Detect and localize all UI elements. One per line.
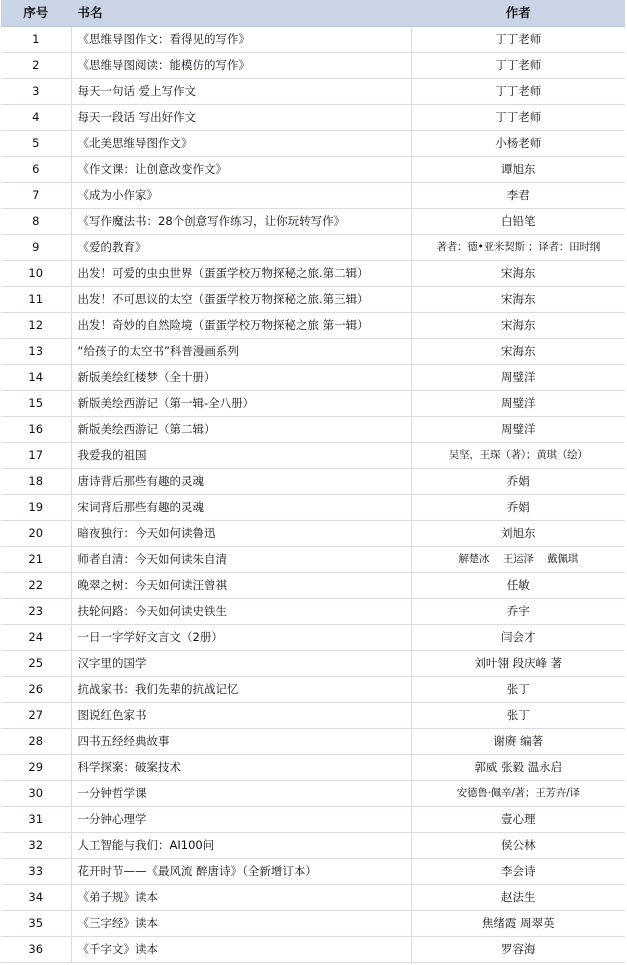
book-title: 科学探案：破案技术 <box>71 755 411 781</box>
book-title: 《弟子规》读本 <box>71 885 411 911</box>
table-row <box>1 885 625 911</box>
row-number: 15 <box>1 391 71 417</box>
book-author: 宋海东 <box>411 339 625 365</box>
table-row <box>1 651 625 677</box>
table-row <box>1 703 625 729</box>
table-row <box>1 209 625 235</box>
table-header <box>1 0 625 27</box>
book-title: 晚翠之树：今天如何读汪曾祺 <box>71 573 411 599</box>
row-number: 18 <box>1 469 71 495</box>
book-title: 《思维导图阅读：能模仿的写作》 <box>71 53 411 79</box>
row-number: 32 <box>1 833 71 859</box>
row-number: 27 <box>1 703 71 729</box>
book-author: 张丁 <box>411 703 625 729</box>
row-number: 25 <box>1 651 71 677</box>
book-title: 《写作魔法书：28个创意写作练习，让你玩转写作》 <box>71 209 411 235</box>
row-number: 34 <box>1 885 71 911</box>
book-title: 师者自清：今天如何读朱自清 <box>71 547 411 573</box>
row-number: 36 <box>1 937 71 963</box>
table-row <box>1 729 625 755</box>
row-number: 2 <box>1 53 71 79</box>
row-number: 5 <box>1 131 71 157</box>
row-number: 24 <box>1 625 71 651</box>
table-row <box>1 599 625 625</box>
book-author: 焦绪霞 周翠英 <box>411 911 625 937</box>
table-row <box>1 261 625 287</box>
table-row <box>1 495 625 521</box>
row-number: 30 <box>1 781 71 807</box>
row-number: 1 <box>1 27 71 53</box>
book-author: 张丁 <box>411 677 625 703</box>
table-row <box>1 339 625 365</box>
book-author: 周璧洋 <box>411 417 625 443</box>
row-number: 11 <box>1 287 71 313</box>
row-number: 21 <box>1 547 71 573</box>
book-title: 新版美绘西游记（第二辑） <box>71 417 411 443</box>
table-row <box>1 235 625 261</box>
book-title: 新版美绘红楼梦（全十册） <box>71 365 411 391</box>
book-author: 丁丁老师 <box>411 53 625 79</box>
book-author: 丁丁老师 <box>411 27 625 53</box>
book-title: 汉字里的国学 <box>71 651 411 677</box>
table-row <box>1 183 625 209</box>
book-author: 周璧洋 <box>411 365 625 391</box>
table-row <box>1 677 625 703</box>
book-author: 乔宇 <box>411 599 625 625</box>
book-author: 丁丁老师 <box>411 79 625 105</box>
book-title: 出发！不可思议的太空（蛋蛋学校万物探秘之旅.第三辑） <box>71 287 411 313</box>
book-author: 闫会才 <box>411 625 625 651</box>
row-number: 35 <box>1 911 71 937</box>
book-title: 暗夜独行：今天如何读鲁迅 <box>71 521 411 547</box>
book-author: 周璧洋 <box>411 391 625 417</box>
row-number: 26 <box>1 677 71 703</box>
table-row <box>1 573 625 599</box>
book-title: 新版美绘西游记（第一辑-全八册） <box>71 391 411 417</box>
table-row <box>1 937 625 963</box>
row-number: 23 <box>1 599 71 625</box>
row-number: 29 <box>1 755 71 781</box>
table-row <box>1 859 625 885</box>
table-row <box>1 287 625 313</box>
book-title: 一分钟哲学课 <box>71 781 411 807</box>
book-author: 壹心理 <box>411 807 625 833</box>
book-author: 宋海东 <box>411 261 625 287</box>
row-number: 16 <box>1 417 71 443</box>
row-number: 14 <box>1 365 71 391</box>
book-author: 安德鲁·佩辛/著；王芳卉/译 <box>411 781 625 807</box>
table-row <box>1 131 625 157</box>
book-title: 人工智能与我们：AI100问 <box>71 833 411 859</box>
table-row <box>1 833 625 859</box>
book-title: 图说红色家书 <box>71 703 411 729</box>
book-title: 每天一句话 爱上写作文 <box>71 79 411 105</box>
table-row <box>1 365 625 391</box>
table-row <box>1 417 625 443</box>
book-title: 《千字文》读本 <box>71 937 411 963</box>
book-author: 李君 <box>411 183 625 209</box>
book-title: 《三字经》读本 <box>71 911 411 937</box>
book-author: 刘叶翎 段庆峰 著 <box>411 651 625 677</box>
book-author: 宋海东 <box>411 287 625 313</box>
book-title: 花开时节——《最风流 醉唐诗》（全新增订本） <box>71 859 411 885</box>
header-author: 作者 <box>411 0 625 27</box>
row-number: 7 <box>1 183 71 209</box>
book-author: 任敏 <box>411 573 625 599</box>
table-row <box>1 911 625 937</box>
book-title: 四书五经经典故事 <box>71 729 411 755</box>
book-title: 《成为小作家》 <box>71 183 411 209</box>
book-title: 唐诗背后那些有趣的灵魂 <box>71 469 411 495</box>
book-title: 扶轮问路：今天如何读史铁生 <box>71 599 411 625</box>
book-author: 丁丁老师 <box>411 105 625 131</box>
book-author: 赵法生 <box>411 885 625 911</box>
row-number: 31 <box>1 807 71 833</box>
book-author: 白铅笔 <box>411 209 625 235</box>
header-num: 序号 <box>1 0 71 27</box>
book-title: 出发！奇妙的自然险境（蛋蛋学校万物探秘之旅 第一辑） <box>71 313 411 339</box>
row-number: 4 <box>1 105 71 131</box>
table-row <box>1 157 625 183</box>
book-author: 李会诗 <box>411 859 625 885</box>
row-number: 9 <box>1 235 71 261</box>
table-row <box>1 105 625 131</box>
header-row <box>1 0 625 27</box>
book-title: 出发！可爱的虫虫世界（蛋蛋学校万物探秘之旅.第二辑） <box>71 261 411 287</box>
row-number: 12 <box>1 313 71 339</box>
table-row <box>1 79 625 105</box>
table-row <box>1 781 625 807</box>
table-row <box>1 807 625 833</box>
book-title: 一日一字学好文言文（2册） <box>71 625 411 651</box>
book-author: 乔娟 <box>411 495 625 521</box>
row-number: 17 <box>1 443 71 469</box>
book-title: 《思维导图作文：看得见的写作》 <box>71 27 411 53</box>
table-row <box>1 755 625 781</box>
book-title: 每天一段话 写出好作文 <box>71 105 411 131</box>
book-author: 谭旭东 <box>411 157 625 183</box>
row-number: 22 <box>1 573 71 599</box>
row-number: 3 <box>1 79 71 105</box>
book-title: 《北美思维导图作文》 <box>71 131 411 157</box>
table-row <box>1 625 625 651</box>
table-row <box>1 53 625 79</box>
book-title: 《爱的教育》 <box>71 235 411 261</box>
row-number: 19 <box>1 495 71 521</box>
row-number: 33 <box>1 859 71 885</box>
book-title: 宋词背后那些有趣的灵魂 <box>71 495 411 521</box>
table-row <box>1 391 625 417</box>
book-author: 小杨老师 <box>411 131 625 157</box>
table-row <box>1 313 625 339</box>
table-row <box>1 443 625 469</box>
row-number: 8 <box>1 209 71 235</box>
book-title: 我爱我的祖国 <box>71 443 411 469</box>
row-number: 28 <box>1 729 71 755</box>
row-number: 20 <box>1 521 71 547</box>
book-title: 抗战家书：我们先辈的抗战记忆 <box>71 677 411 703</box>
book-author: 吴坚，王琛（著）；黄琪（绘） <box>411 443 625 469</box>
table-row <box>1 27 625 53</box>
row-number: 13 <box>1 339 71 365</box>
row-number: 6 <box>1 157 71 183</box>
table-row <box>1 521 625 547</box>
book-author: 罗容海 <box>411 937 625 963</box>
row-number: 10 <box>1 261 71 287</box>
header-title: 书名 <box>71 0 411 27</box>
book-author: 侯公林 <box>411 833 625 859</box>
table-row <box>1 547 625 573</box>
table-body <box>1 27 625 963</box>
book-author: 解楚冰 王运泽 戴佩琪 <box>411 547 625 573</box>
book-author: 郭威 张毅 温永启 <box>411 755 625 781</box>
book-author: 刘旭东 <box>411 521 625 547</box>
book-title: 《作文课：让创意改变作文》 <box>71 157 411 183</box>
book-table <box>1 0 625 963</box>
book-author: 谢赓 编著 <box>411 729 625 755</box>
book-title: “给孩子的太空书”科普漫画系列 <box>71 339 411 365</box>
book-author: 著者：德•亚米契斯 ；译者：田时纲 <box>411 235 625 261</box>
table-row <box>1 469 625 495</box>
book-author: 宋海东 <box>411 313 625 339</box>
book-author: 乔娟 <box>411 469 625 495</box>
book-title: 一分钟心理学 <box>71 807 411 833</box>
